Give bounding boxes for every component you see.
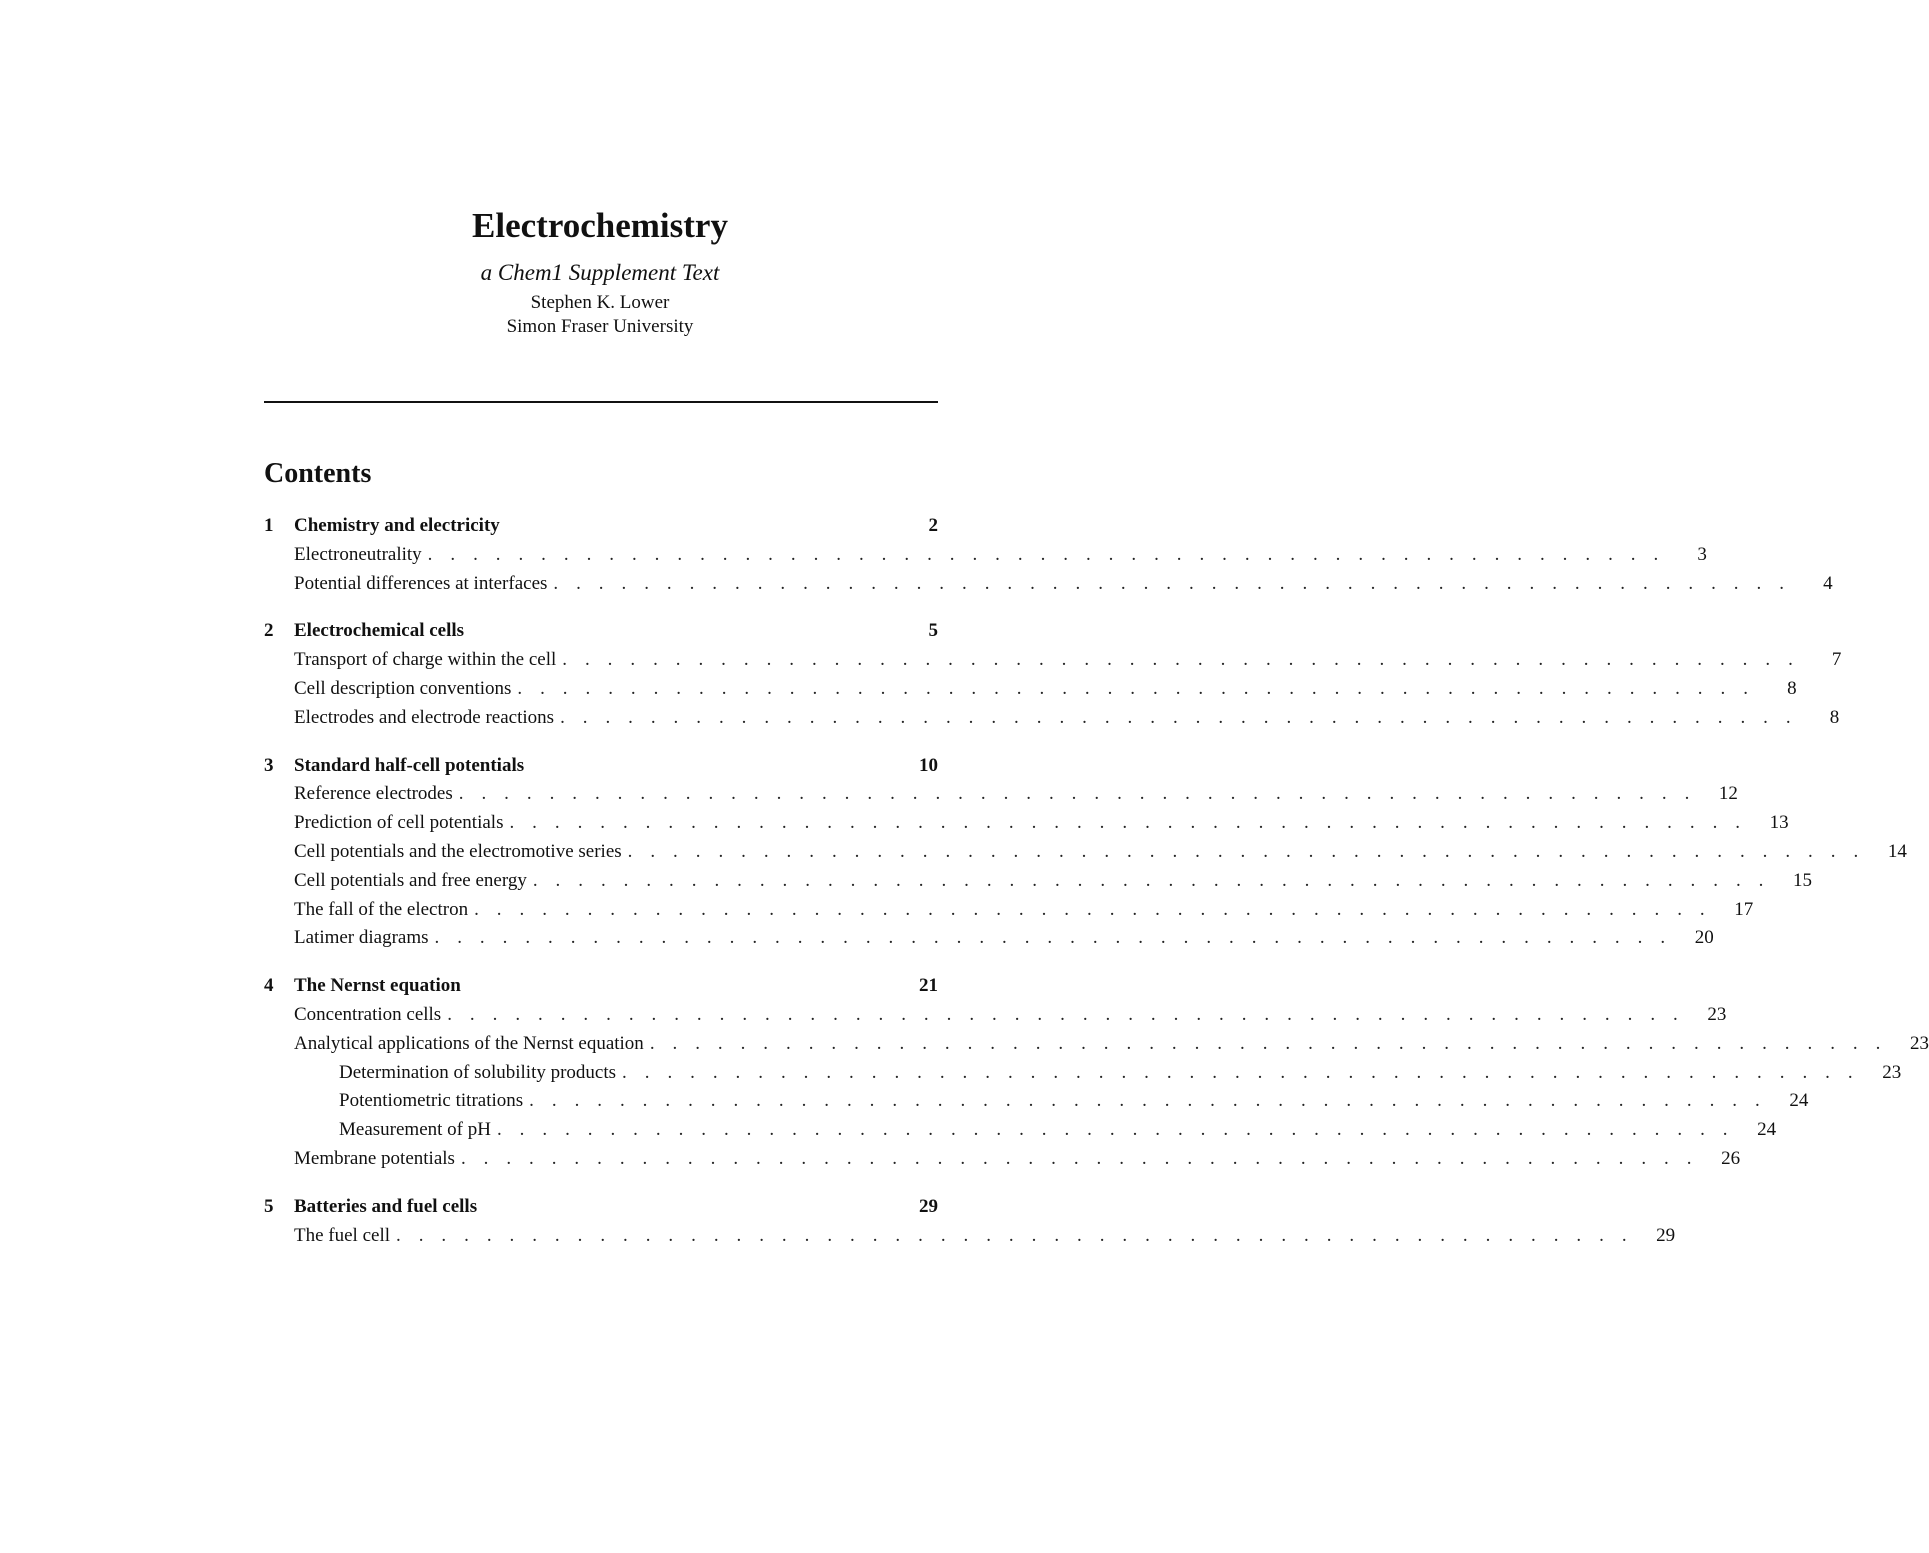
toc-entry-title: The fuel cell	[294, 1222, 396, 1251]
toc-section-title: The Nernst equation	[294, 972, 467, 1001]
table-of-contents	[264, 512, 1929, 1269]
toc-section-row[interactable]	[264, 1193, 938, 1222]
toc-entry-row[interactable]	[264, 867, 1812, 896]
toc-section-number: 1	[264, 515, 274, 536]
toc-section-row[interactable]	[264, 752, 938, 781]
toc-dot-leader: . . . . . . . . . . . . . . . . . . . . . . . . . . . . . . . . . . . . . . . . . . . . . . . . . . . . . . .	[560, 706, 1798, 728]
toc-section	[264, 972, 1929, 1174]
toc-section-number: 2	[264, 620, 274, 642]
toc-dot-leader: . . . . . . . . . . . . . . . . . . . . . . . . . . . . . . . . . . . . . . . . . . . . . . . . . . . . . . .	[562, 649, 1800, 671]
toc-dot-leader: . . . . . . . . . . . . . . . . . . . . . . . . . . . . . . . . . . . . . . . . . . . . . . . . . . . . . . .	[496, 1119, 1735, 1141]
toc-section-title: Standard half-cell potentials	[294, 752, 530, 781]
toc-entry-title: Cell potentials and free energy	[294, 867, 533, 896]
toc-dot-leader: . . . . . . . . . . . . . . . . . . . . . . . . . . . . . . . . . . . . . . . . . . . . . . . . . . . . . . .	[434, 927, 1672, 949]
toc-section-number: 5	[264, 1195, 274, 1217]
toc-dot-leader: . . . . . . . . . . . . . . . . . . . . . . . . . . . . . . . . . . . . . . . . . . . . . . . . . . . . . . .	[460, 1147, 1699, 1169]
toc-entry-row[interactable]	[264, 1087, 1809, 1116]
toc-entry-page: 23	[1882, 1061, 1902, 1083]
toc-entry-page: 24	[1789, 1090, 1809, 1112]
toc-entry-page: 17	[1734, 898, 1754, 920]
toc-entry-page: 15	[1793, 869, 1812, 891]
toc-entry-row[interactable]	[264, 675, 1797, 704]
toc-entry-title: Cell description conventions	[294, 675, 517, 704]
toc-entry-title: Cell potentials and the electromotive series	[294, 838, 628, 867]
toc-entry-page: 3	[1697, 543, 1707, 565]
toc-entry-title: Electrodes and electrode reactions	[294, 704, 560, 733]
toc-dot-leader: . . . . . . . . . . . . . . . . . . . . . . . . . . . . . . . . . . . . . . . . . . . . . . . . . . . . . . .	[458, 783, 1696, 805]
horizontal-rule	[264, 401, 938, 403]
toc-entry-page: 8	[1787, 677, 1797, 699]
toc-entry-row[interactable]	[264, 924, 1714, 953]
document-affiliation: Simon Fraser University	[506, 316, 694, 337]
toc-dot-leader: . . . . . . . . . . . . . . . . . . . . . . . . . . . . . . . . . . . . . . . . . . . . . . . . . . . . . . .	[532, 869, 1770, 891]
toc-entry-row[interactable]	[264, 838, 1907, 867]
toc-entry-title: Prediction of cell potentials	[294, 809, 509, 838]
toc-entry-title: Transport of charge within the cell	[294, 646, 562, 675]
toc-section	[264, 752, 1907, 954]
toc-section	[264, 1193, 1676, 1251]
toc-section-title: Chemistry and electricity	[294, 512, 506, 541]
toc-section-page: 10	[919, 754, 938, 776]
toc-entry-title: Analytical applications of the Nernst equation	[294, 1030, 650, 1059]
toc-entry-page: 29	[1656, 1224, 1676, 1246]
toc-entry-page: 24	[1757, 1119, 1777, 1141]
toc-section	[264, 512, 1833, 598]
toc-entry-page: 14	[1887, 840, 1907, 862]
toc-entry-page: 8	[1829, 706, 1840, 728]
toc-dot-leader: . . . . . . . . . . . . . . . . . . . . . . . . . . . . . . . . . . . . . . . . . . . . . . . . . . . . . . .	[427, 543, 1665, 565]
toc-section-number: 3	[264, 754, 274, 776]
toc-dot-leader: . . . . . . . . . . . . . . . . . . . . . . . . . . . . . . . . . . . . . . . . . . . . . . . . . . . . . . .	[447, 1003, 1685, 1025]
toc-entry-title: Reference electrodes	[294, 780, 459, 809]
toc-dot-leader: . . . . . . . . . . . . . . . . . . . . . . . . . . . . . . . . . . . . . . . . . . . . . . . . . . . . . . .	[627, 840, 1865, 862]
toc-entry-row[interactable]	[264, 1030, 1929, 1059]
toc-entry-page: 12	[1718, 783, 1738, 805]
toc-section-page: 21	[919, 975, 938, 997]
toc-entry-title: Potential differences at interfaces	[294, 570, 553, 599]
document-title: Electrochemistry	[472, 206, 728, 245]
toc-entry-row[interactable]	[264, 1059, 1902, 1088]
toc-entry-row[interactable]	[264, 646, 1842, 675]
toc-entry-title: Determination of solubility products	[339, 1059, 622, 1088]
toc-dot-leader: . . . . . . . . . . . . . . . . . . . . . . . . . . . . . . . . . . . . . . . . . . . . . . . . . . . . . . .	[517, 677, 1755, 699]
toc-entry-page: 4	[1823, 572, 1833, 594]
toc-entry-row[interactable]	[264, 809, 1789, 838]
toc-section-row[interactable]	[264, 972, 938, 1001]
toc-section-page: 5	[928, 620, 938, 642]
toc-entry-row[interactable]	[264, 1145, 1741, 1174]
contents-heading: Contents	[264, 458, 372, 489]
toc-entry-row[interactable]	[264, 570, 1833, 599]
toc-section-title: Electrochemical cells	[294, 617, 470, 646]
toc-entry-row[interactable]	[264, 896, 1754, 925]
toc-entry-page: 26	[1721, 1147, 1741, 1169]
toc-dot-leader: . . . . . . . . . . . . . . . . . . . . . . . . . . . . . . . . . . . . . . . . . . . . . . . . . . . . . . .	[474, 898, 1712, 920]
toc-entry-title: Concentration cells	[294, 1001, 447, 1030]
toc-dot-leader: . . . . . . . . . . . . . . . . . . . . . . . . . . . . . . . . . . . . . . . . . . . . . . . . . . . . . . .	[622, 1061, 1860, 1083]
toc-section-page: 2	[928, 515, 938, 536]
toc-dot-leader: . . . . . . . . . . . . . . . . . . . . . . . . . . . . . . . . . . . . . . . . . . . . . . . . . . . . . . .	[649, 1032, 1887, 1054]
toc-entry-page: 7	[1831, 649, 1842, 671]
toc-entry-page: 23	[1909, 1032, 1929, 1054]
toc-entry-page: 13	[1769, 812, 1789, 834]
toc-entry-row[interactable]	[264, 1116, 1777, 1145]
toc-entry-title: Measurement of pH	[339, 1116, 497, 1145]
toc-dot-leader: . . . . . . . . . . . . . . . . . . . . . . . . . . . . . . . . . . . . . . . . . . . . . . . . . . . . . . .	[553, 572, 1791, 594]
toc-dot-leader: . . . . . . . . . . . . . . . . . . . . . . . . . . . . . . . . . . . . . . . . . . . . . . . . . . . . . . .	[509, 812, 1747, 834]
toc-dot-leader: . . . . . . . . . . . . . . . . . . . . . . . . . . . . . . . . . . . . . . . . . . . . . . . . . . . . . . .	[396, 1224, 1634, 1246]
toc-entry-title: Latimer diagrams	[294, 924, 435, 953]
toc-dot-leader: . . . . . . . . . . . . . . . . . . . . . . . . . . . . . . . . . . . . . . . . . . . . . . . . . . . . . . .	[529, 1090, 1767, 1112]
toc-section-title: Batteries and fuel cells	[294, 1193, 483, 1222]
document-subtitle: a Chem1 Supplement Text	[480, 260, 720, 285]
toc-entry-title: Membrane potentials	[294, 1145, 461, 1174]
toc-entry-title: The fall of the electron	[294, 896, 474, 925]
toc-entry-title: Potentiometric titrations	[339, 1087, 529, 1116]
toc-section-page: 29	[919, 1195, 938, 1217]
toc-entry-page: 20	[1694, 927, 1714, 949]
title-block	[0, 205, 1200, 339]
toc-entry-row[interactable]	[264, 704, 1840, 733]
toc-entry-row[interactable]	[264, 541, 1707, 570]
toc-entry-row[interactable]	[264, 1001, 1727, 1030]
toc-section-row[interactable]	[264, 617, 938, 646]
toc-entry-page: 23	[1707, 1003, 1727, 1025]
toc-section-number: 4	[264, 975, 274, 997]
toc-entry-row[interactable]	[264, 1222, 1676, 1251]
document-author: Stephen K. Lower	[530, 292, 670, 313]
toc-section	[264, 617, 1842, 732]
toc-entry-row[interactable]	[264, 780, 1738, 809]
toc-entry-title: Electroneutrality	[294, 541, 428, 570]
toc-section-row[interactable]	[264, 512, 938, 541]
